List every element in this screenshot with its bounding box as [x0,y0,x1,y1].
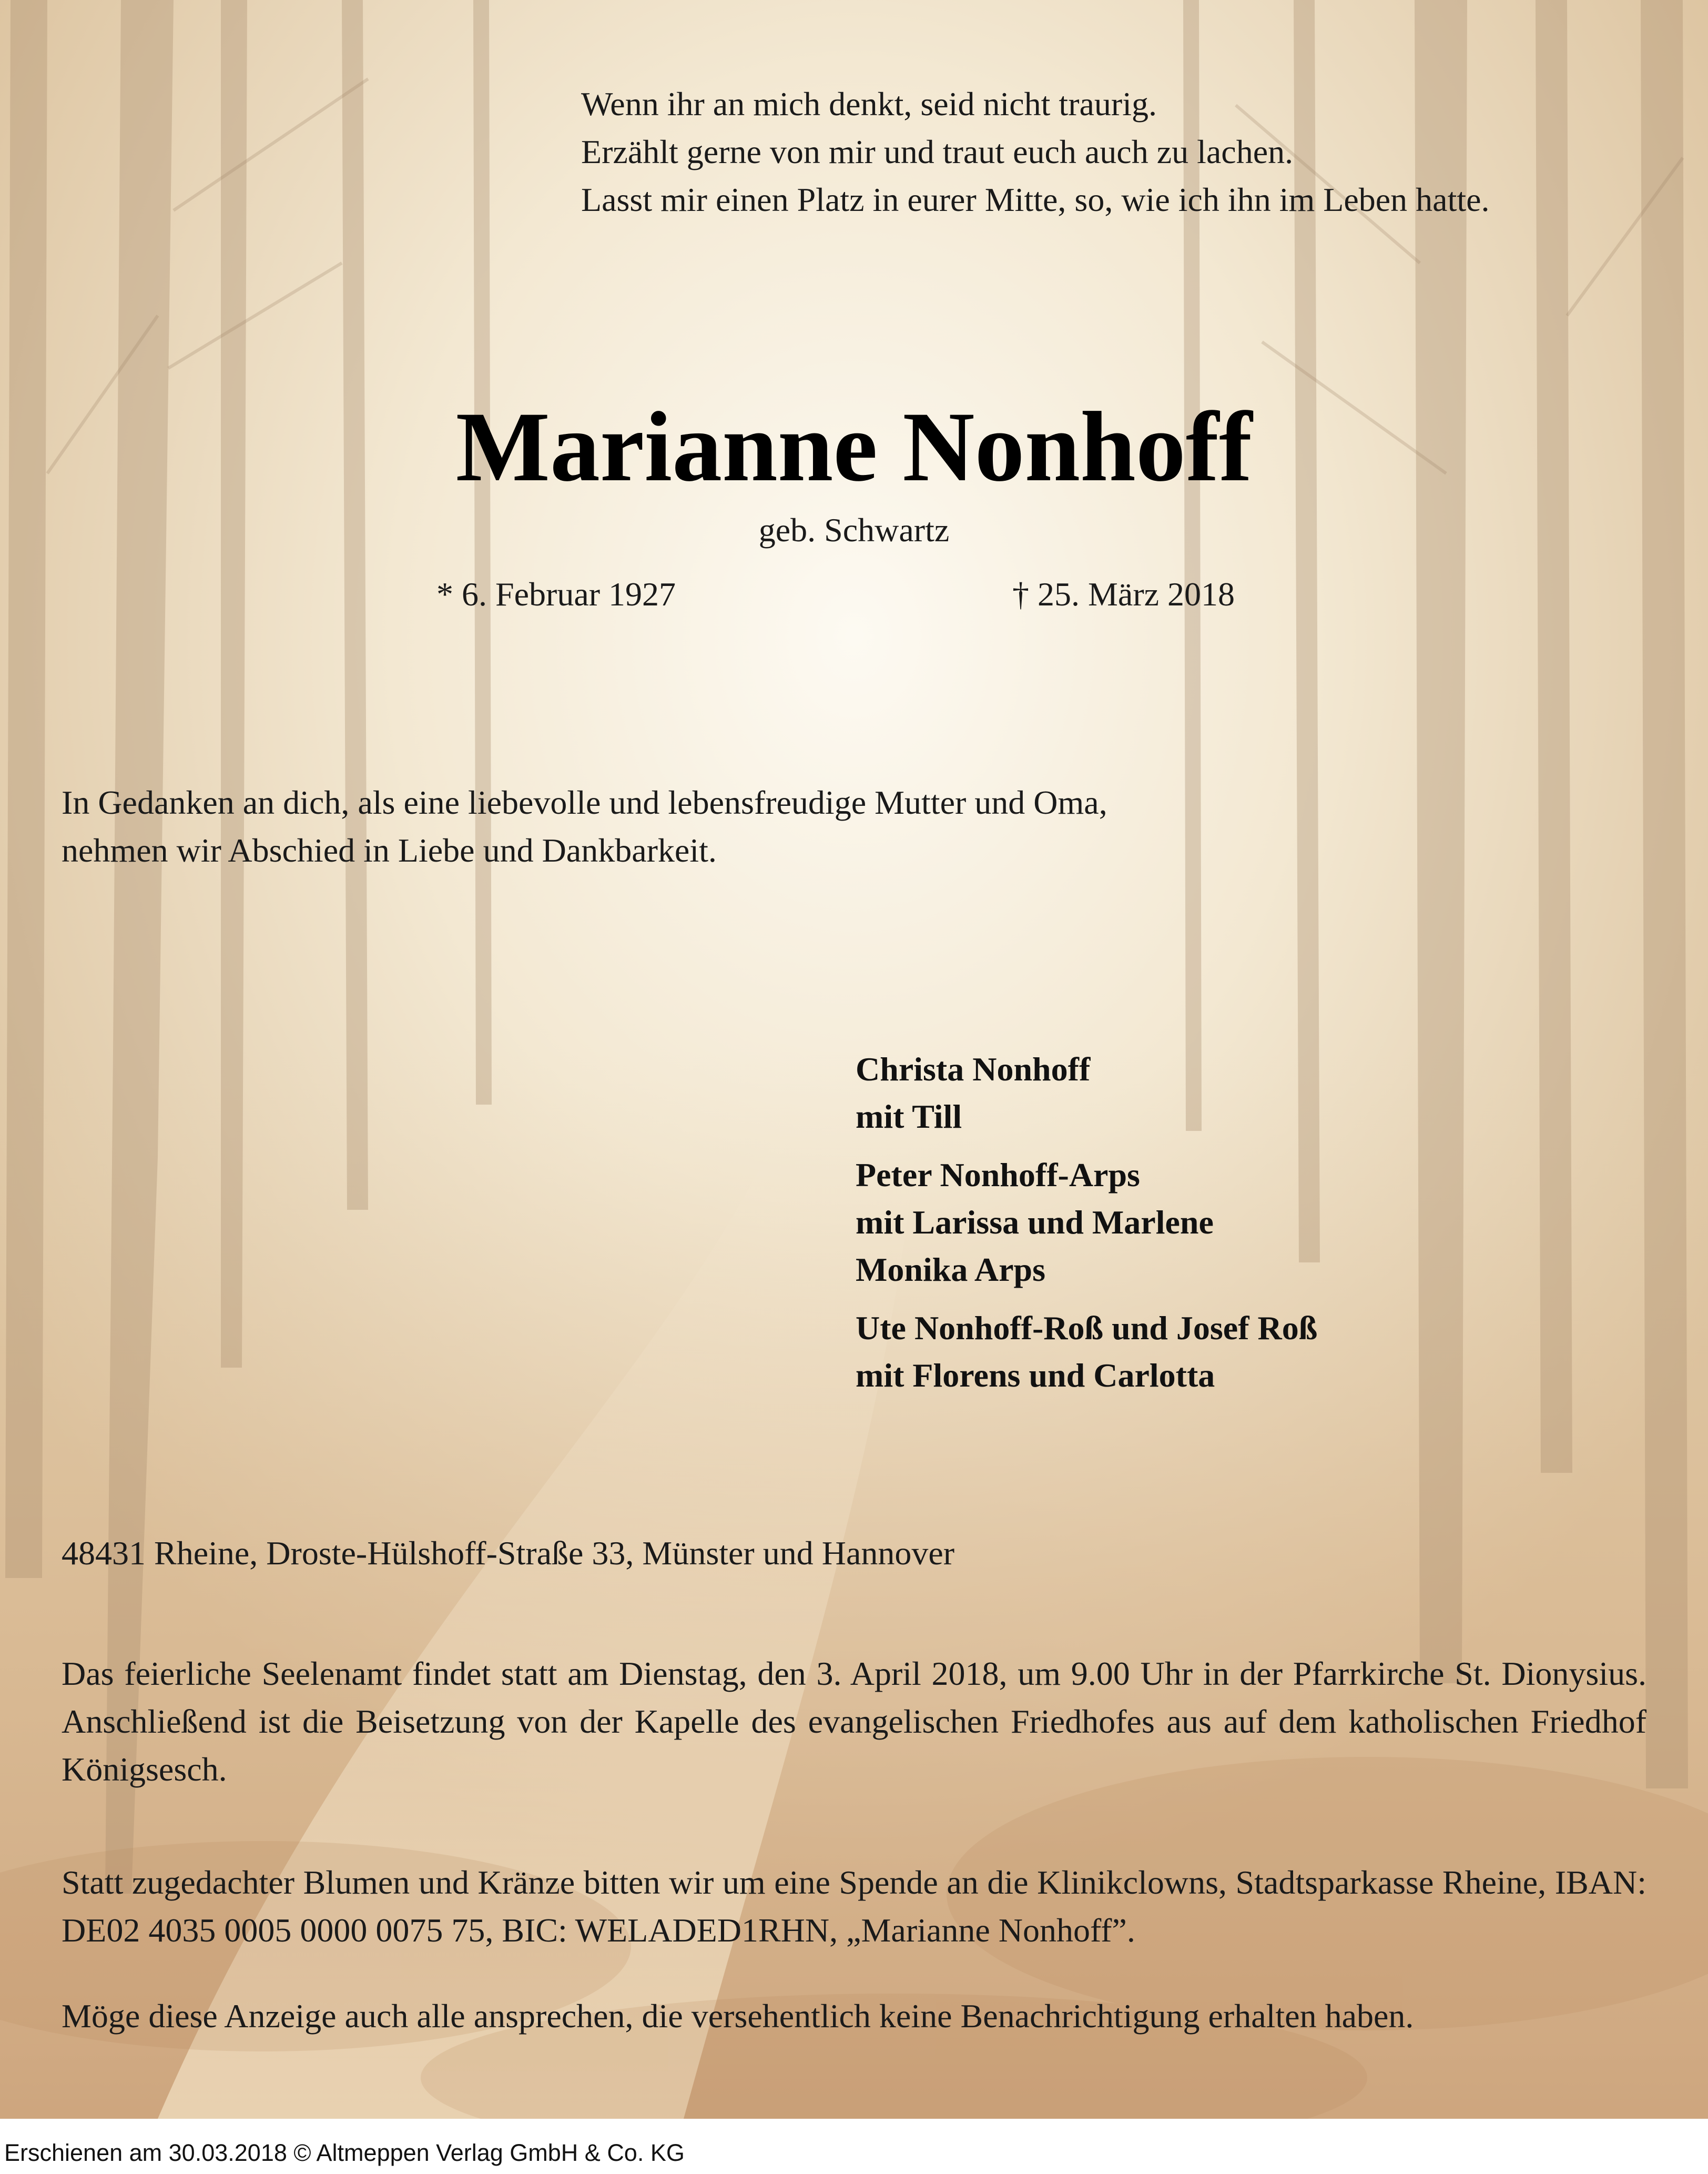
poem-line: Erzählt gerne von mir und traut euch auch zu lachen. [581,133,1294,170]
death-date: † 25. März 2018 [1012,575,1235,613]
mourner-line: Ute Nonhoff-Roß und Josef Roß [856,1309,1318,1347]
mourner-group [856,1305,1317,1399]
farewell-text [62,778,1107,874]
donation-request: Statt zugedachter Blumen und Kränze bitten wir um eine Spende an die Klinikclowns, Stadtsparkasse Rheine, IBAN: DE02 4035 0005 0000 0075 75, BIC: WELADED1RHN, „Marianne Nonhoff”. [62,1864,1646,1949]
mourner-line: Peter Nonhoff-Arps [856,1156,1140,1194]
publication-footer: Erschienen am 30.03.2018 © Altmeppen Verlag GmbH & Co. KG [4,2139,685,2166]
mourners-list [856,1046,1317,1410]
address: 48431 Rheine, Droste-Hülshoff-Straße 33, Münster und Hannover [62,1534,955,1572]
birth-date: * 6. Februar 1927 [436,575,676,613]
farewell-line: In Gedanken an dich, als eine liebevolle und lebensfreudige Mutter und Oma, [62,784,1107,821]
poem-line: Wenn ihr an mich denkt, seid nicht traurig. [581,85,1157,123]
mourner-line: mit Florens und Carlotta [856,1357,1215,1394]
funeral-service-info: Das feierliche Seelenamt findet statt am Dienstag, den 3. April 2018, um 9.00 Uhr in der Pfarrkirche St. Dionysius. Anschließend ist die Beisetzung von der Kapelle des evangelischen Friedhofes aus auf dem katholischen Friedhof Königsesch. [62,1655,1646,1788]
mourner-group [856,1046,1317,1140]
mourner-line: mit Till [856,1098,962,1135]
farewell-line: nehmen wir Abschied in Liebe und Dankbarkeit. [62,832,717,869]
mourner-line: Monika Arps [856,1251,1045,1288]
poem-line: Lasst mir einen Platz in eurer Mitte, so, wie ich ihn im Leben hatte. [581,181,1490,218]
deceased-name: Marianne Nonhoff [455,392,1253,502]
maiden-name: geb. Schwartz [758,511,950,549]
closing-note: Möge diese Anzeige auch alle ansprechen, die versehentlich keine Benachrichtigung erhalten haben. [62,1997,1414,2035]
mourner-line: mit Larissa und Marlene [856,1204,1214,1241]
mourner-line: Christa Nonhoff [856,1050,1091,1088]
poem [581,80,1490,224]
mourner-group [856,1151,1317,1293]
